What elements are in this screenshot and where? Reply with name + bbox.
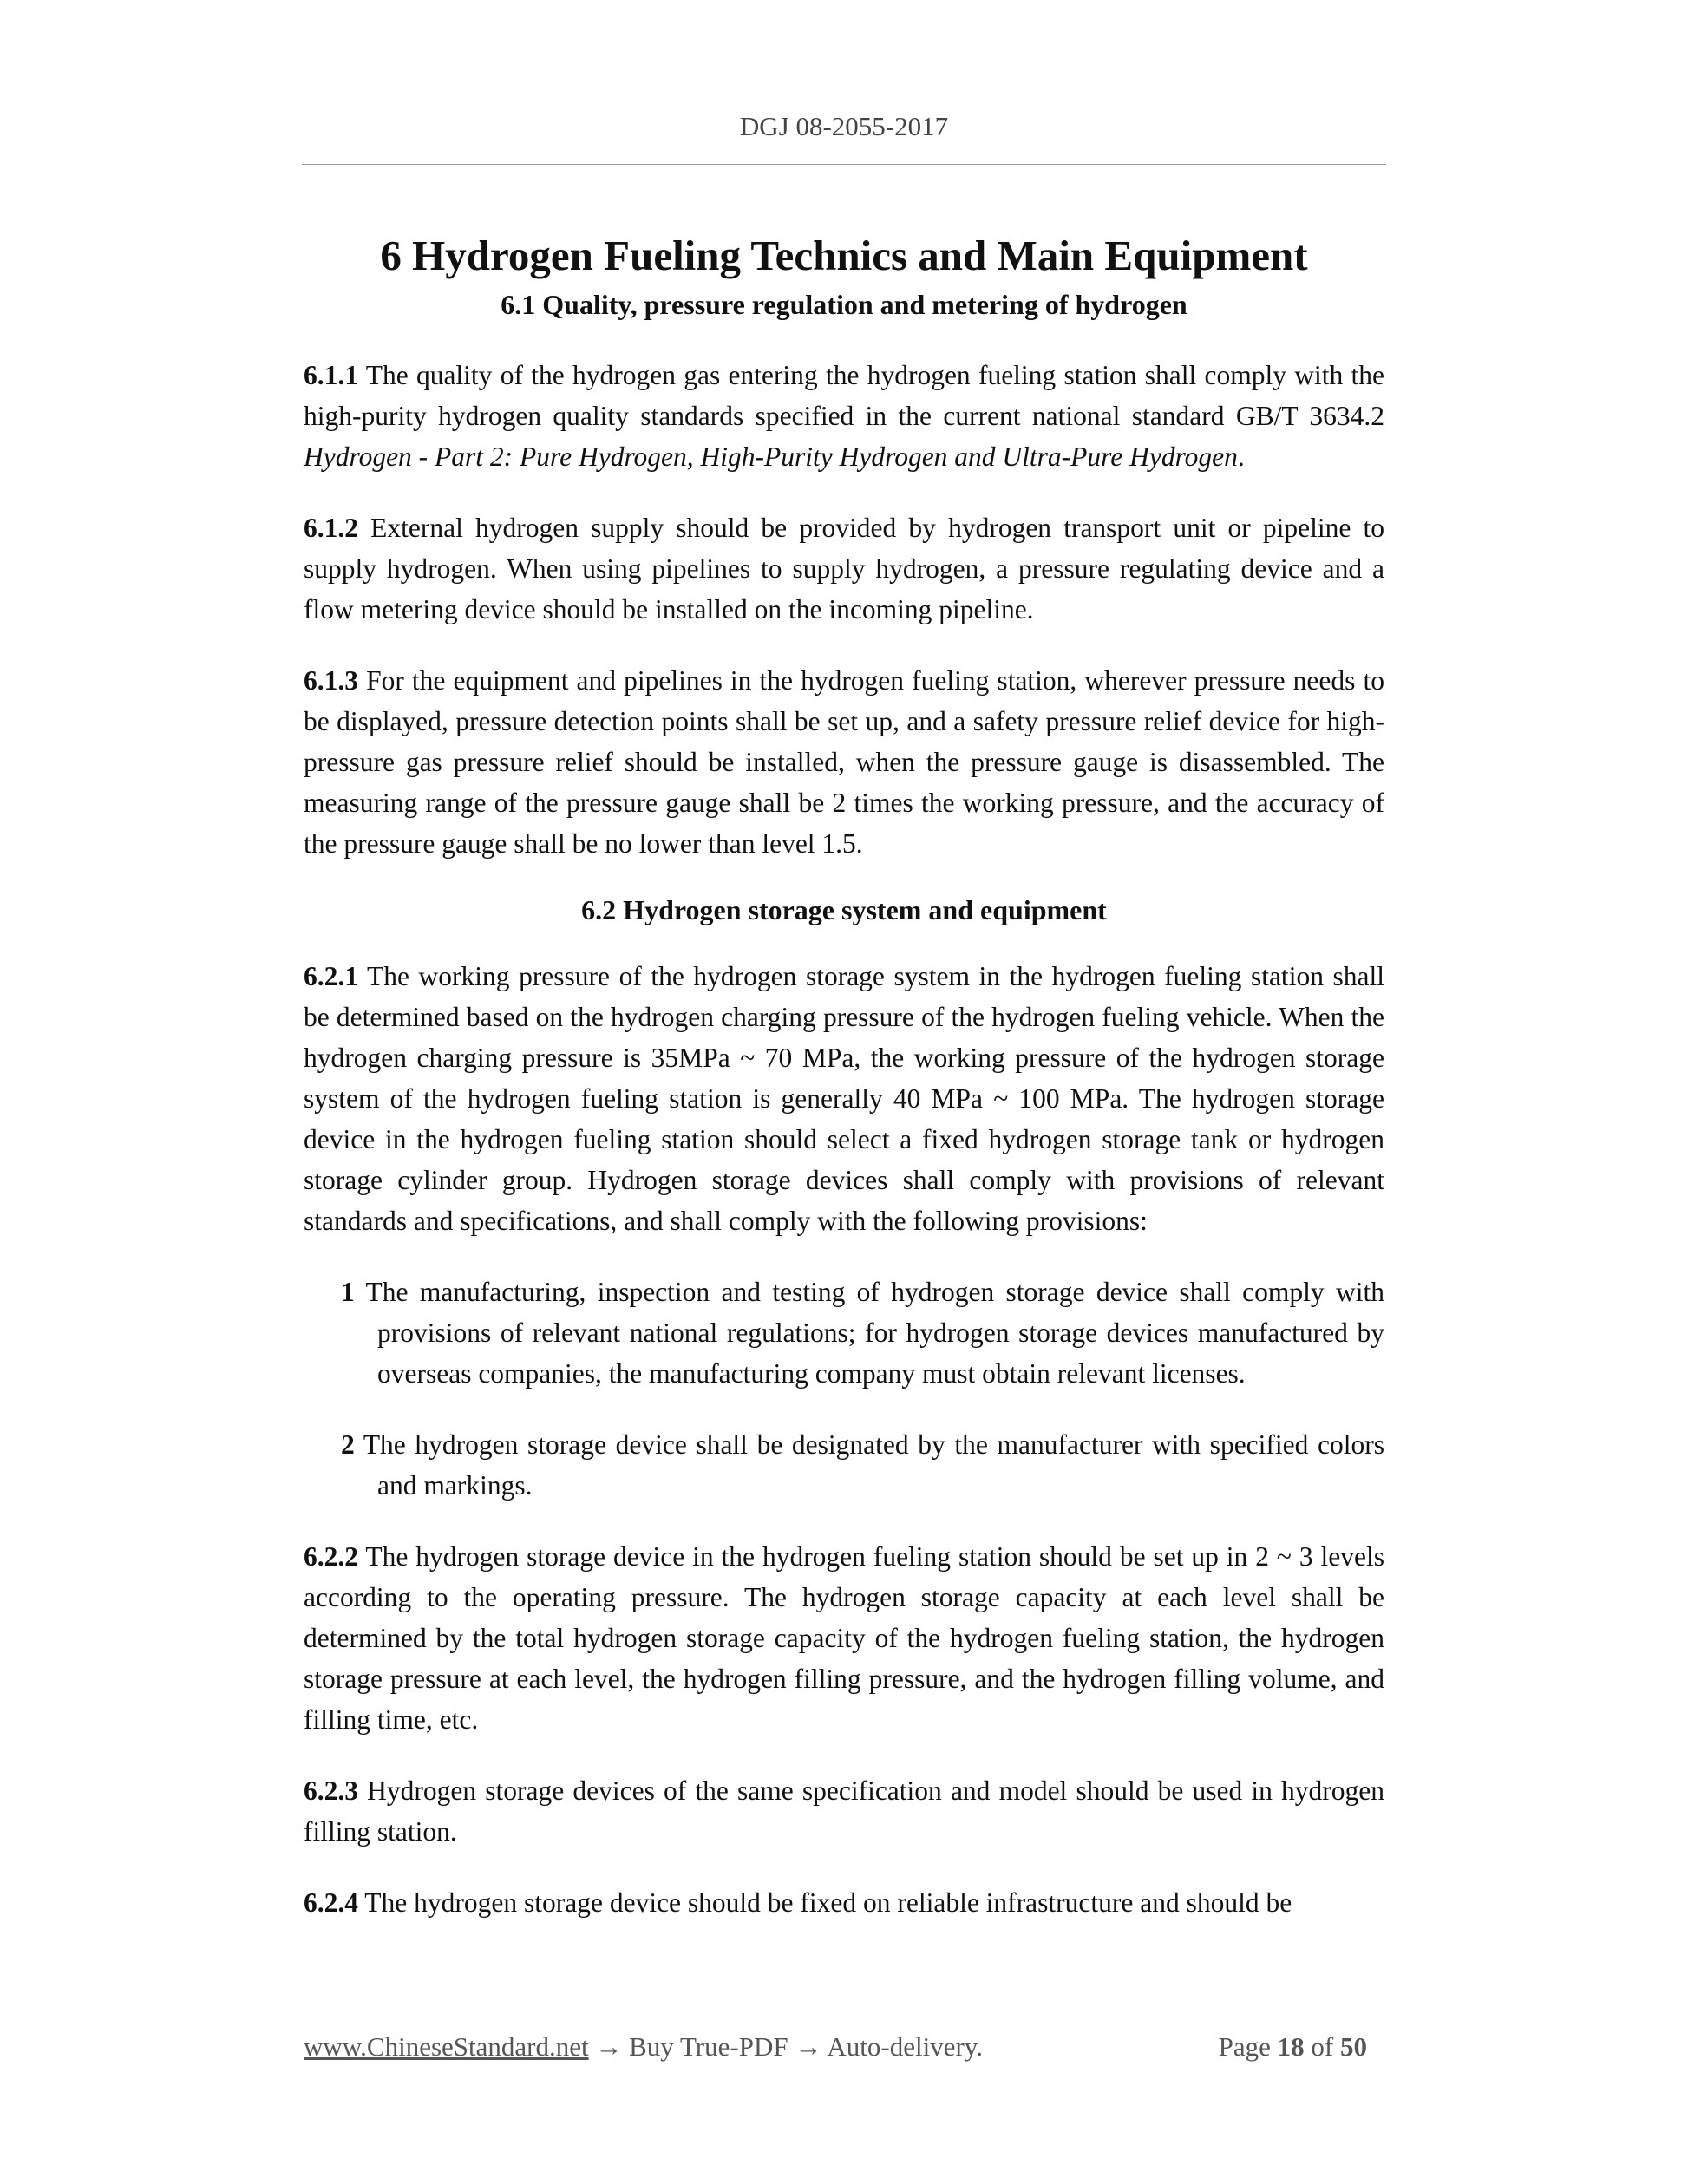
clause-number: 6.1.3 [304, 665, 358, 696]
page-number: 18 [1277, 2031, 1305, 2062]
clause-text: Hydrogen storage devices of the same specification and model should be used in hydrogen filling station. [304, 1775, 1384, 1847]
clause-6-2-2 [304, 1536, 1384, 1740]
clause-6-1-2 [304, 507, 1384, 630]
clause-text-end: . [1237, 441, 1245, 472]
list-item [304, 1424, 1384, 1506]
clause-text: The hydrogen storage device should be fixed on reliable infrastructure and should be [358, 1887, 1292, 1918]
section-6-2-title: 6.2 Hydrogen storage system and equipment [581, 894, 1107, 925]
item-text: The hydrogen storage device shall be designated by the manufacturer with specified colors and markings. [354, 1429, 1384, 1501]
page-indicator [1219, 2031, 1367, 2063]
chapter-title: 6 Hydrogen Fueling Technics and Main Equipment [380, 232, 1308, 279]
item-text: The manufacturing, inspection and testing of hydrogen storage device shall comply with provisions of relevant national regulations; for hydrogen storage devices manufactured by overseas companies, the manufacturing company must obtain relevant licenses. [354, 1277, 1384, 1389]
item-number: 2 [341, 1429, 355, 1460]
clause-6-2-3 [304, 1770, 1384, 1852]
page-total: 50 [1340, 2031, 1367, 2062]
item-number: 1 [341, 1277, 355, 1307]
clause-number: 6.1.2 [304, 513, 358, 543]
footer-promo [304, 2031, 983, 2063]
page-body [304, 227, 1384, 1923]
clause-text: The quality of the hydrogen gas entering the hydrogen fueling station shall comply with the high-purity hydrogen quality standards specified in the current national standard GB/T 3634.2 [304, 360, 1384, 431]
clause-text: External hydrogen supply should be provided by hydrogen transport unit or pipeline to supply hydrogen. When using pipelines to supply hydrogen, a pressure regulating device and a flow metering device should be installed on the incoming pipeline. [304, 513, 1384, 624]
page-footer [304, 2031, 1371, 2070]
header-divider [302, 164, 1386, 165]
clause-text: For the equipment and pipelines in the hydrogen fueling station, wherever pressure needs to be displayed, pressure detection points shall be set up, and a safety pressure relief device for high-pressure gas pressure relief should be installed, when the pressure gauge is disassembled. The measuring range of the pressure gauge shall be 2 times the working pressure, and the accuracy of the pressure gauge shall be no lower than level 1.5. [304, 665, 1384, 859]
clause-number: 6.1.1 [304, 360, 358, 390]
page-label: Page [1218, 2031, 1278, 2062]
clause-6-1-3 [304, 660, 1384, 864]
clause-text: The hydrogen storage device in the hydrogen fueling station should be set up in 2 ~ 3 levels according to the operating pressure. The hydrogen storage capacity at each level shall be determined by the total hydrogen storage capacity of the hydrogen fueling station, the hydrogen storage pressure at each level, the hydrogen filling pressure, and the hydrogen filling volume, and filling time, etc. [304, 1541, 1384, 1735]
clause-number: 6.2.4 [304, 1887, 358, 1918]
clause-6-2-4 [304, 1882, 1384, 1923]
provision-list [304, 1272, 1384, 1506]
clause-number: 6.2.3 [304, 1775, 358, 1806]
clause-6-2-1 [304, 956, 1384, 1241]
clause-text: The working pressure of the hydrogen storage system in the hydrogen fueling station shall be determined based on the hydrogen charging pressure of the hydrogen fueling vehicle. When the hydrogen charging pressure is 35MPa ~ 70 MPa, the working pressure of the hydrogen storage system of the hydrogen fueling station is generally 40 MPa ~ 100 MPa. The hydrogen storage device in the hydrogen fueling station should select a fixed hydrogen storage tank or hydrogen storage cylinder group. Hydrogen storage devices shall comply with provisions of relevant standards and specifications, and shall comply with the following provisions: [304, 961, 1384, 1236]
clause-number: 6.2.1 [304, 961, 358, 991]
document-code: DGJ 08-2055-2017 [739, 111, 949, 141]
clause-number: 6.2.2 [304, 1541, 358, 1572]
section-6-1-title: 6.1 Quality, pressure regulation and metering of hydrogen [501, 289, 1187, 320]
standard-title: Hydrogen - Part 2: Pure Hydrogen, High-Purity Hydrogen and Ultra-Pure Hydrogen [304, 441, 1238, 472]
website-link[interactable]: www.ChineseStandard.net [304, 2031, 589, 2062]
clause-6-1-1 [304, 355, 1384, 477]
promo-text: → Buy True-PDF → Auto-delivery. [588, 2031, 983, 2062]
of-label: of [1304, 2031, 1340, 2062]
list-item [304, 1272, 1384, 1394]
